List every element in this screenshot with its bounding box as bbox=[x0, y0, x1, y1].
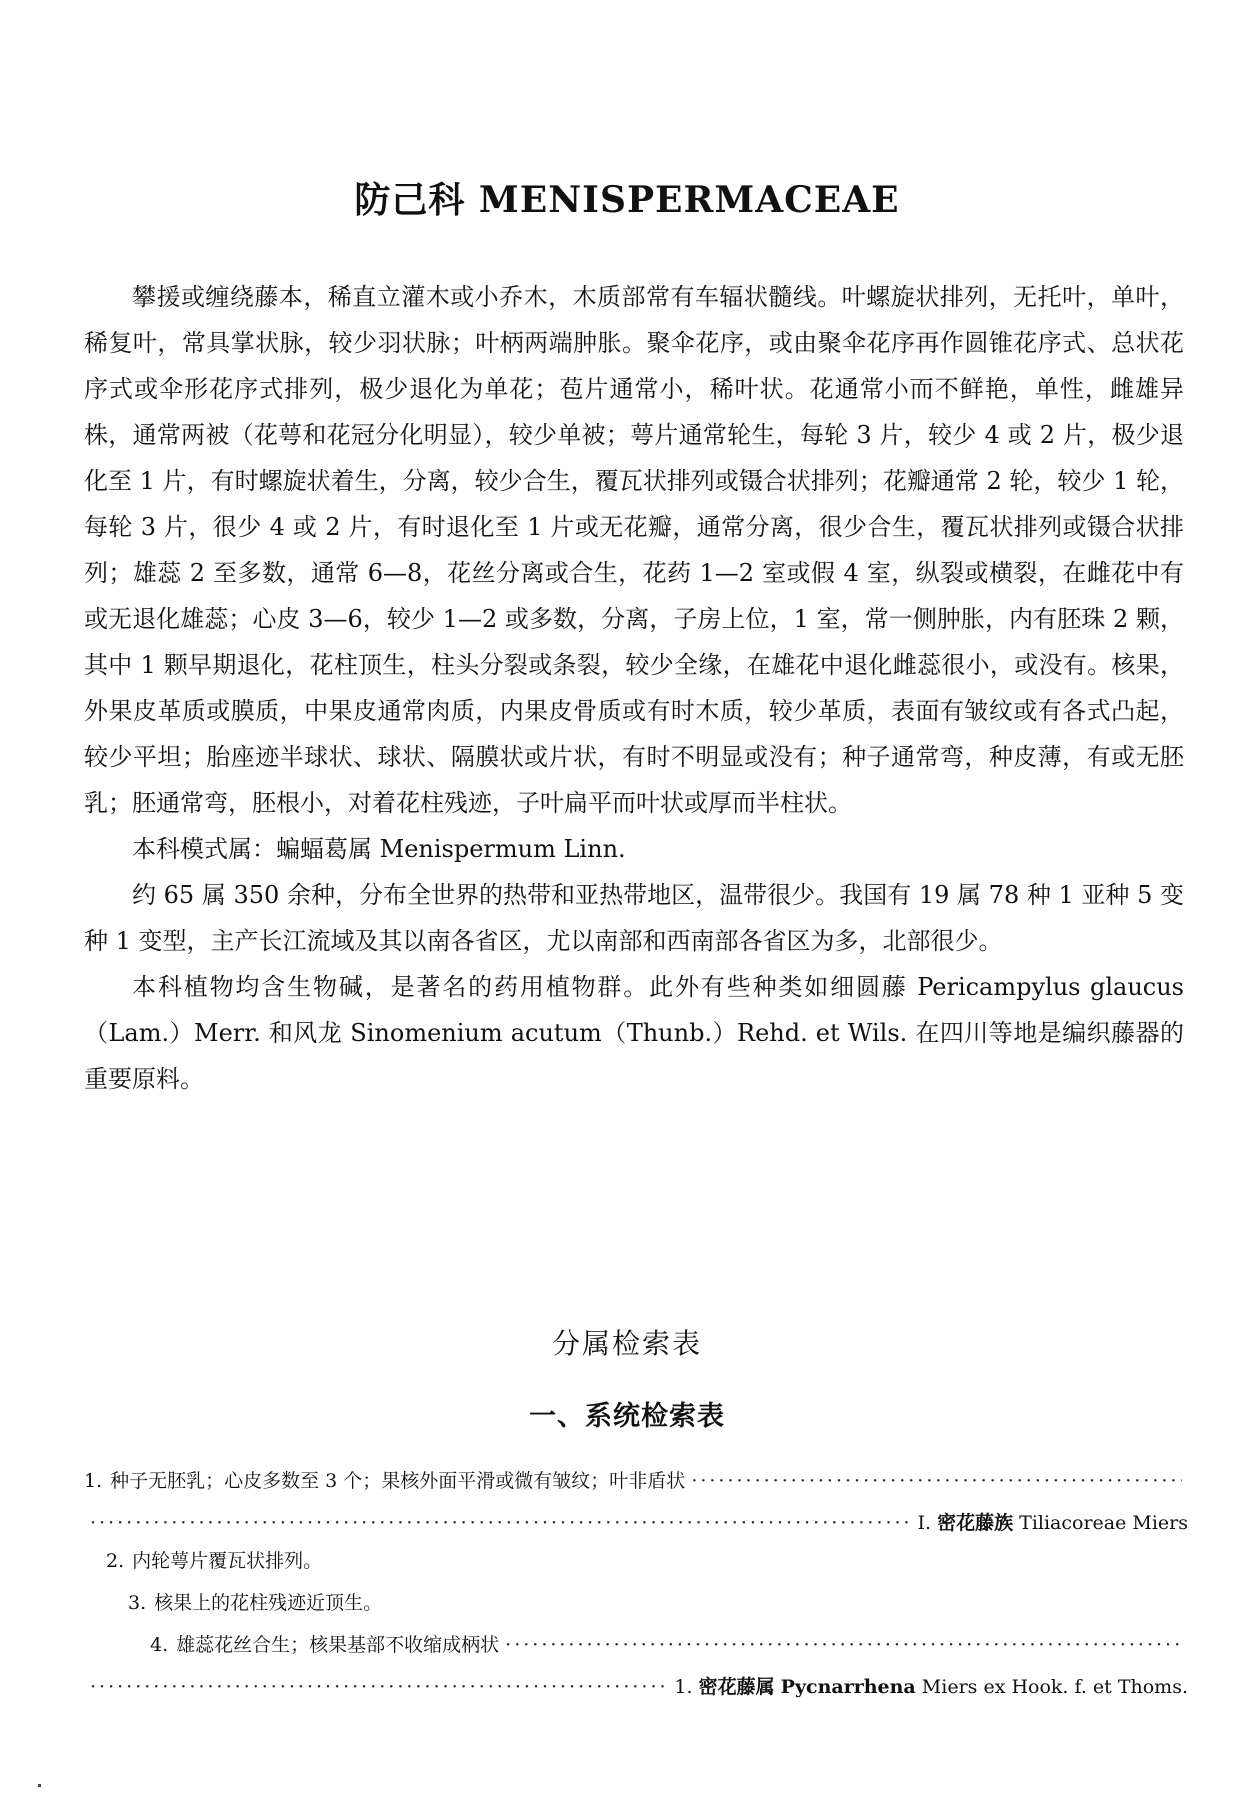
result-number: 1. bbox=[674, 1676, 693, 1698]
result-genus-latin: Pycnarrhena bbox=[780, 1676, 916, 1698]
scan-speck bbox=[38, 1784, 41, 1787]
result-prefix: Ⅰ. bbox=[917, 1512, 932, 1534]
key-number: 1. bbox=[84, 1470, 103, 1492]
key-line-1 bbox=[84, 1466, 1188, 1508]
key-line-1-result bbox=[84, 1508, 1188, 1546]
key-heading: 分属检索表 bbox=[551, 1327, 702, 1360]
family-description bbox=[84, 274, 1184, 1102]
result-author: Miers ex Hook. f. et Thoms. bbox=[921, 1676, 1188, 1698]
key-line-4-result bbox=[84, 1672, 1188, 1710]
key-subheading: 一、系统检索表 bbox=[529, 1401, 725, 1432]
key-result bbox=[917, 1508, 1188, 1535]
key-text: 核果上的花柱残迹近顶生。 bbox=[154, 1592, 383, 1614]
key-number: 2. bbox=[106, 1550, 125, 1572]
paragraph-morphology: 攀援或缠绕藤本，稀直立灌木或小乔木，木质部常有车辐状髓线。叶螺旋状排列，无托叶，单叶，稀复叶，常具掌状脉，较少羽状脉；叶柄两端肿胀。聚伞花序，或由聚伞花序再作圆锥花序式、总状花序式或伞形花序式排列，极少退化为单花；苞片通常小，稀叶状。花通常小而不鲜艳，单性，雌雄异株，通常两被（花萼和花冠分化明显），较少单被；萼片通常轮生，每轮 3 片，较少 4 或 2 片，极少退化至 1 片，有时螺旋状着生，分离，较少合生，覆瓦状排列或镊合状排列；花瓣通常 2 轮，较少 1 轮，每轮 3 片，很少 4 或 2 片，有时退化至 1 片或无花瓣，通常分离，很少合生，覆瓦状排列或镊合状排列；雄蕊 2 至多数，通常 6—8，花丝分离或合生，花药 1—2 室或假 4 室，纵裂或横裂，在雌花中有或无退化雄蕊；心皮 3—6，较少 1—2 或多数，分离，子房上位，1 室，常一侧肿胀，内有胚珠 2 颗，其中 1 颗早期退化，花柱顶生，柱头分裂或条裂，较少全缘，在雄花中退化雌蕊很小，或没有。核果，外果皮革质或膜质，中果皮通常肉质，内果皮骨质或有时木质，较少革质，表面有皱纹或有各式凸起，较少平坦；胎座迹半球状、球状、隔膜状或片状，有时不明显或没有；种子通常弯，种皮薄，有或无胚乳；胚通常弯，胚根小，对着花柱残迹，子叶扁平而叶状或厚而半柱状。 bbox=[84, 283, 1184, 817]
result-tribe-cn: 密花藤族 bbox=[937, 1512, 1014, 1534]
key-line-3 bbox=[84, 1588, 1188, 1630]
key-number: 4. bbox=[150, 1634, 169, 1656]
key-line-4 bbox=[84, 1630, 1188, 1672]
leader-dots bbox=[505, 1634, 1182, 1656]
leader-dots bbox=[90, 1676, 668, 1698]
key-result bbox=[674, 1672, 1188, 1699]
identification-key bbox=[84, 1466, 1188, 1710]
leader-dots bbox=[691, 1470, 1182, 1492]
key-number: 3. bbox=[128, 1592, 147, 1614]
key-line-2 bbox=[84, 1546, 1188, 1588]
key-text: 种子无胚乳；心皮多数至 3 个；果核外面平滑或微有皱纹；叶非盾状 bbox=[110, 1470, 686, 1492]
result-genus-cn: 密花藤属 bbox=[698, 1676, 775, 1698]
key-text: 雄蕊花丝合生；核果基部不收缩成柄状 bbox=[176, 1634, 500, 1656]
paragraph-distribution: 约 65 属 350 余种，分布全世界的热带和亚热带地区，温带很少。我国有 19 属 78 种 1 亚种 5 变种 1 变型，主产长江流域及其以南各省区，尤以南部和西南部各省区为多，北部很少。 bbox=[84, 881, 1184, 955]
result-tribe-latin: Tiliacoreae Miers bbox=[1019, 1512, 1188, 1534]
key-text: 内轮萼片覆瓦状排列。 bbox=[132, 1550, 323, 1572]
paragraph-uses: 本科植物均含生物碱，是著名的药用植物群。此外有些种类如细圆藤 Pericampylus glaucus（Lam.）Merr. 和风龙 Sinomenium acutum（Thunb.）Rehd. et Wils. 在四川等地是编织藤器的重要原料。 bbox=[84, 973, 1184, 1093]
leader-dots bbox=[90, 1512, 911, 1534]
page-title: 防己科 MENISPERMACEAE bbox=[354, 179, 900, 221]
paragraph-type-genus: 本科模式属：蝙蝠葛属 Menispermum Linn. bbox=[132, 835, 626, 863]
